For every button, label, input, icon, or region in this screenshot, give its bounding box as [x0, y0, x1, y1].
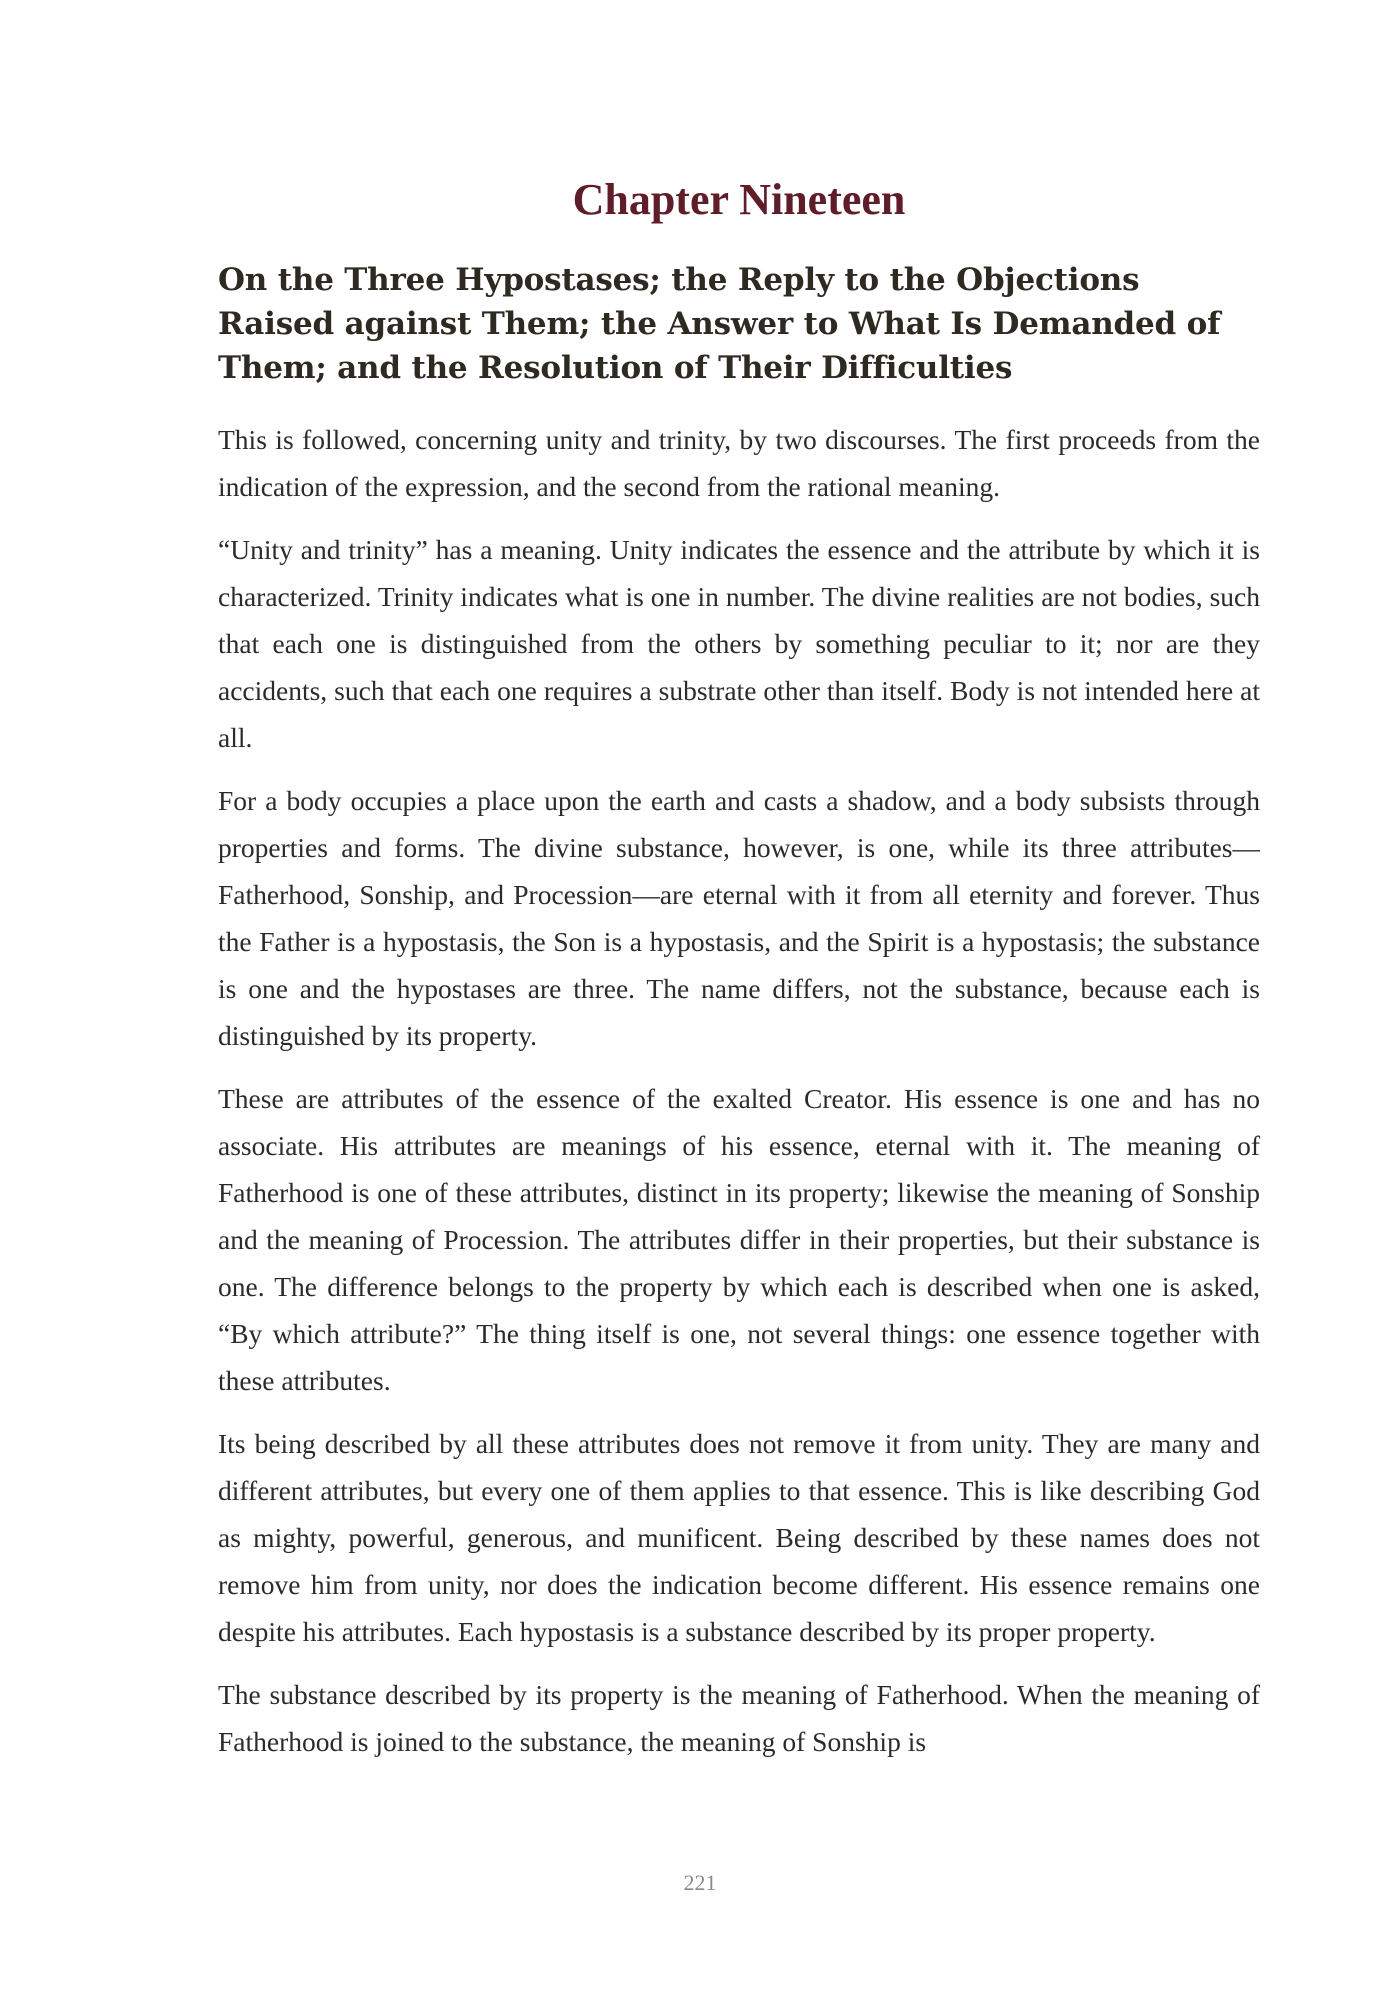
body-text: [218, 416, 1260, 1781]
paragraph: The substance described by its property is the meaning of Fatherhood. When the meaning of Fatherhood is joined to the substance, the meaning of Sonship is: [218, 1679, 1260, 1757]
section-heading: On the Three Hypostases; the Reply to the Objections Raised against Them; the Answer to What Is Demanded of Them; and the Resolution of Their Difficulties: [218, 262, 1221, 386]
paragraph: This is followed, concerning unity and trinity, by two discourses. The first proceeds from the indication of the expression, and the second from the rational meaning.: [218, 424, 1260, 502]
paragraph: These are attributes of the essence of the exalted Creator. His essence is one and has no associate. His attributes are meanings of his essence, eternal with it. The meaning of Fatherhood is one of these attributes, distinct in its property; likewise the meaning of Sonship and the meaning of Procession. The attributes differ in their properties, but their substance is one. The difference belongs to the property by which each is described when one is asked, “By which attribute?” The thing itself is one, not several things: one essence together with these attributes.: [218, 1083, 1260, 1396]
page-number: 221: [683, 1870, 717, 1895]
paragraph: “Unity and trinity” has a meaning. Unity indicates the essence and the attribute by which it is characterized. Trinity indicates what is one in number. The divine realities are not bodies, such that each one is distinguished from the others by something peculiar to it; nor are they accidents, such that each one requires a substrate other than itself. Body is not intended here at all.: [218, 534, 1260, 753]
paragraph: Its being described by all these attributes does not remove it from unity. They are many and different attributes, but every one of them applies to that essence. This is like describing God as mighty, powerful, generous, and munificent. Being described by these names does not remove him from unity, nor does the indication become different. His essence remains one despite his attributes. Each hypostasis is a substance described by its proper property.: [218, 1428, 1260, 1647]
chapter-title: Chapter Nineteen: [572, 175, 906, 224]
paragraph: For a body occupies a place upon the earth and casts a shadow, and a body subsists through properties and forms. The divine substance, however, is one, while its three attributes—Fatherhood, Sonship, and Procession—are eternal with it from all eternity and forever. Thus the Father is a hypostasis, the Son is a hypostasis, and the Spirit is a hypostasis; the substance is one and the hypostases are three. The name differs, not the substance, because each is distinguished by its property.: [218, 785, 1260, 1051]
